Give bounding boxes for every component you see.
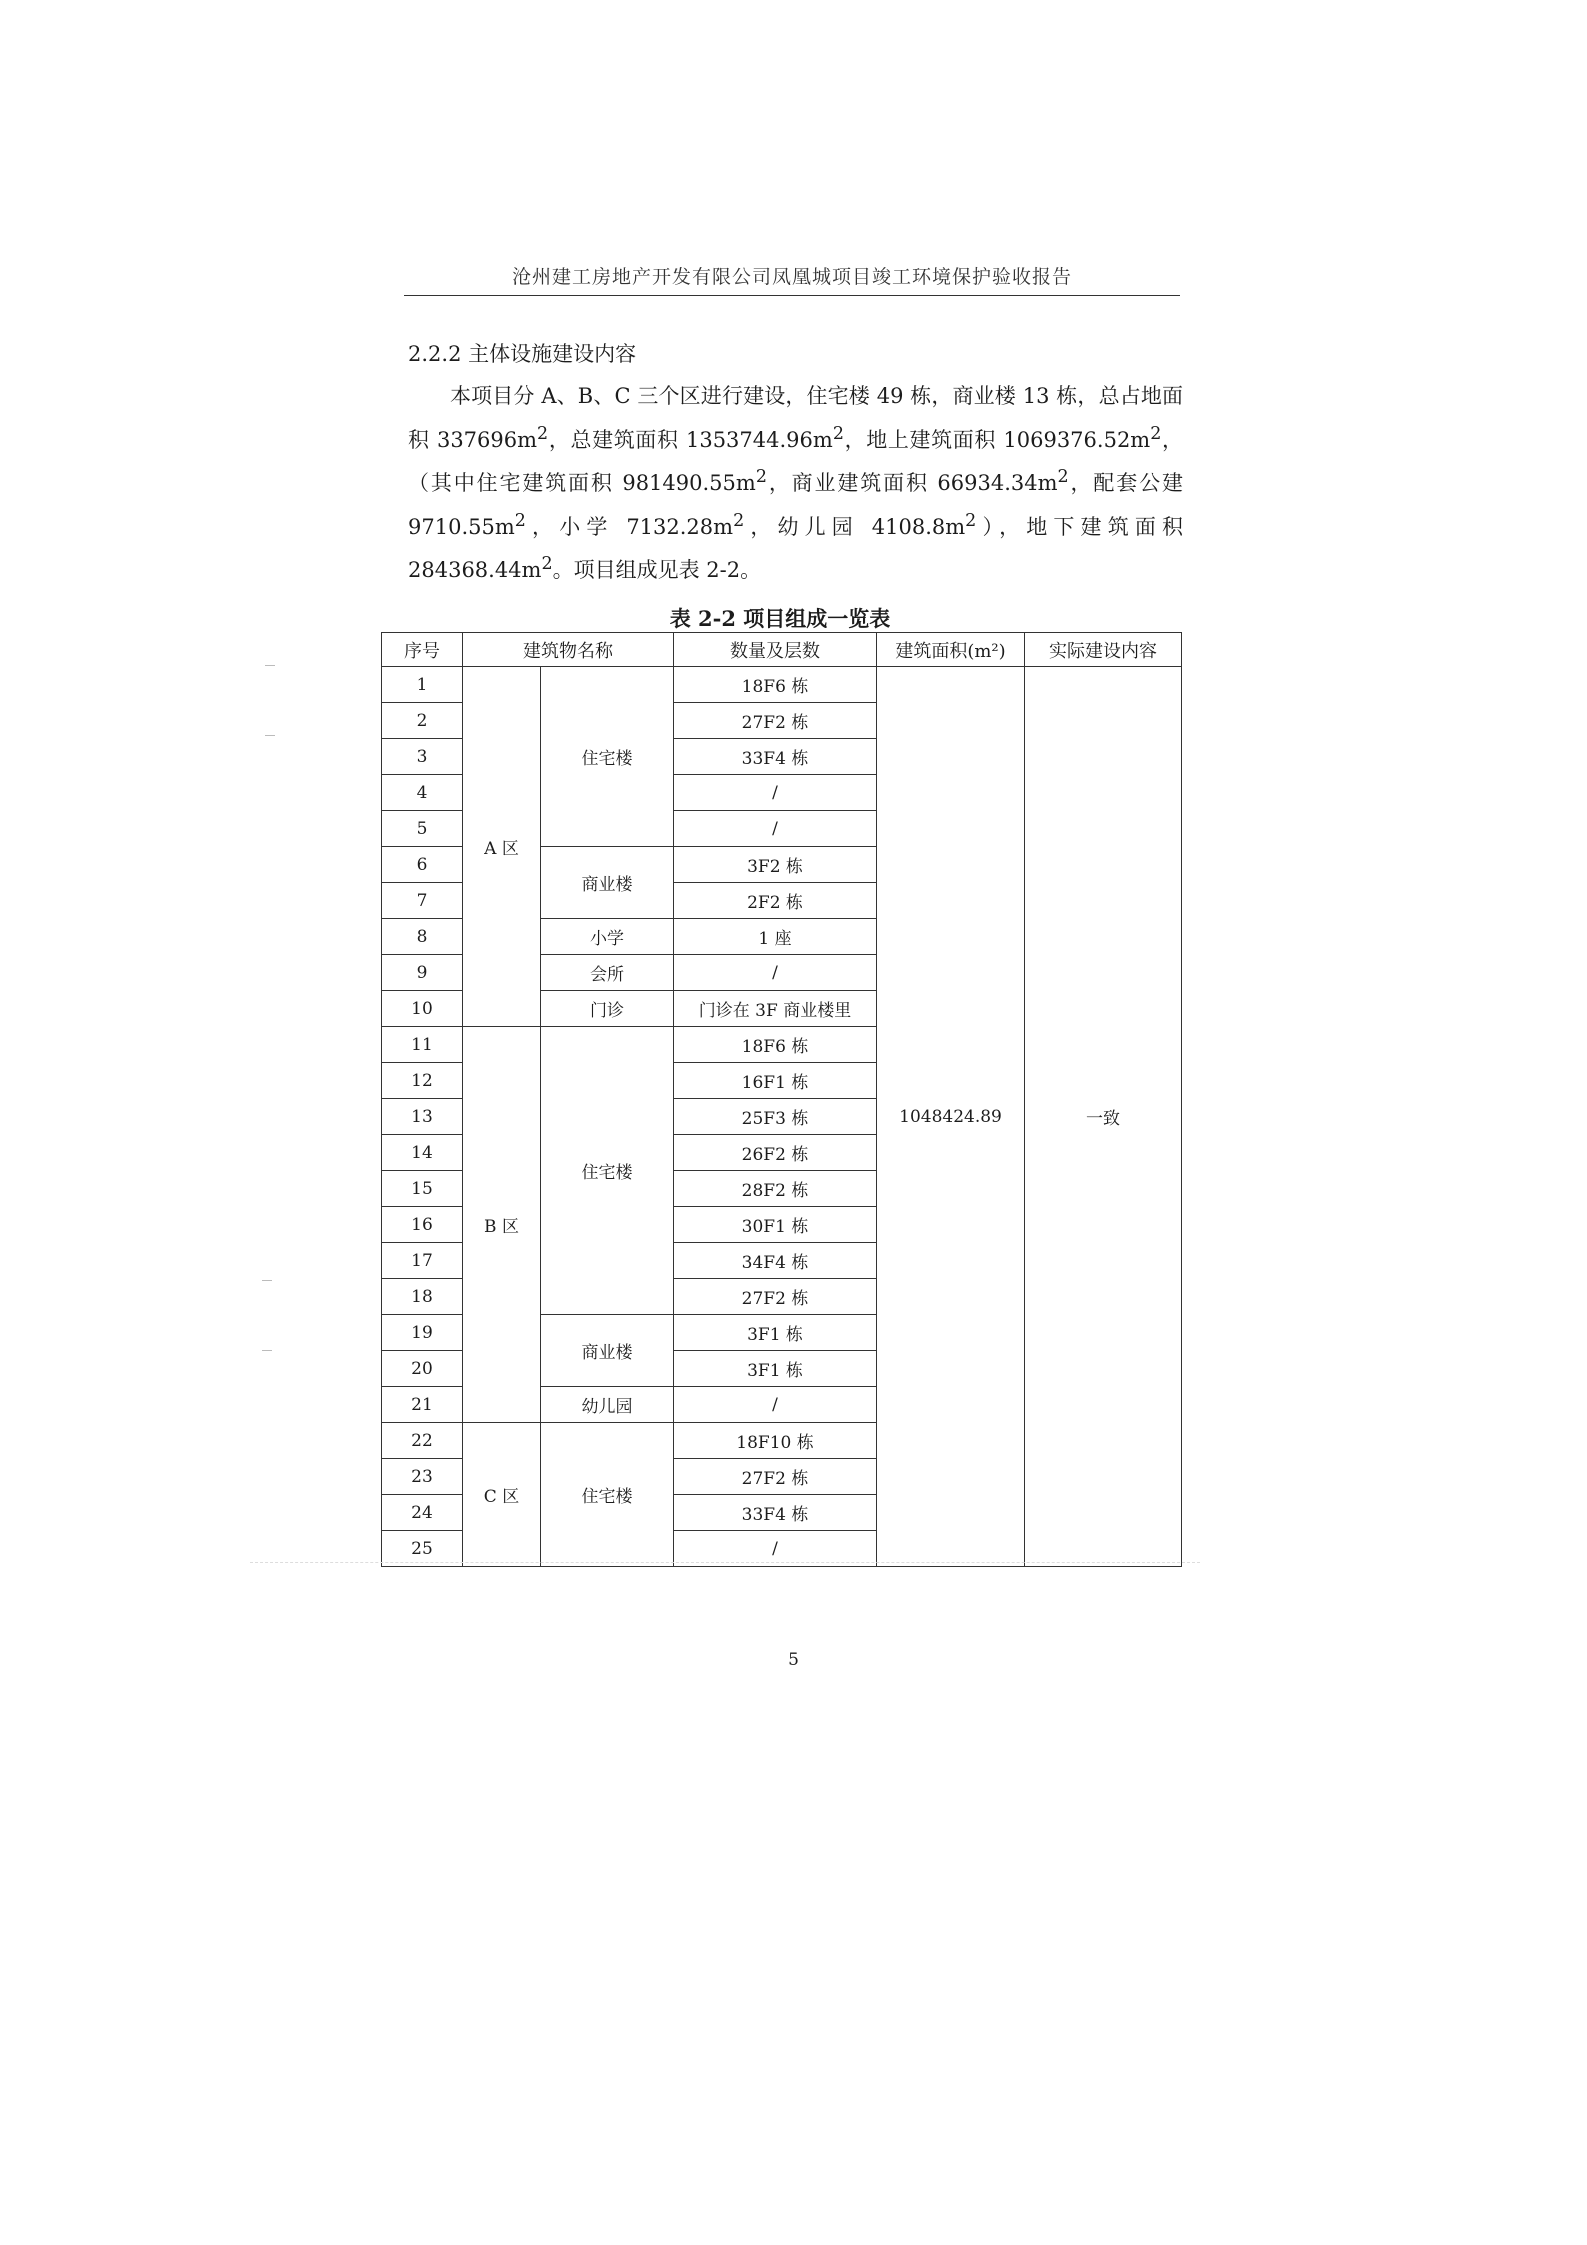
seq-cell: 6 [382, 847, 463, 883]
qty-cell: 27F2 栋 [674, 1279, 877, 1315]
qty-cell: 33F4 栋 [674, 739, 877, 775]
seq-cell: 18 [382, 1279, 463, 1315]
header-quantity: 数量及层数 [674, 633, 877, 667]
para-text-2: ，总建筑面积 1353744.96m [548, 427, 833, 452]
seq-cell: 2 [382, 703, 463, 739]
qty-cell: 1 座 [674, 919, 877, 955]
seq-cell: 20 [382, 1351, 463, 1387]
para-text-5: ，商业建筑面积 66934.34m [766, 471, 1058, 495]
seq-cell: 14 [382, 1135, 463, 1171]
body-paragraph: 本项目分 A、B、C 三个区进行建设，住宅楼 49 栋，商业楼 13 栋，总占地面积 $337696m^2$，总建筑面积 $1353744.96m^2$，地上建筑面积 $1069376.52m^2$，（其中住宅建筑面积 $981490.55m^2$，商业建筑面积 $66934.34m^2$，配套公建 $9710.55m^2$，小学 $7132.28m^2$，幼儿园 $4108.8m^2$），地下建筑面积 $284368.44m^2$。项目组成见表 2-2。 [408, 384, 1183, 582]
qty-cell: / [674, 1387, 877, 1423]
zone-a-cell: A 区 [463, 667, 541, 1027]
seq-cell: 19 [382, 1315, 463, 1351]
header-name: 建筑物名称 [463, 633, 674, 667]
scan-artifact-line [250, 1562, 1200, 1563]
qty-cell: 18F10 栋 [674, 1423, 877, 1459]
type-cell: 会所 [541, 955, 674, 991]
type-cell: 小学 [541, 919, 674, 955]
seq-cell: 24 [382, 1495, 463, 1531]
scan-artifact-mark [265, 665, 275, 666]
qty-cell: 3F1 栋 [674, 1351, 877, 1387]
para-text-8: ，幼儿园 4108.8m [744, 514, 966, 539]
table-caption: 表 2-2 项目组成一览表 [669, 606, 891, 631]
qty-cell: 门诊在 3F 商业楼里 [674, 991, 877, 1027]
type-cell: 住宅楼 [541, 1423, 674, 1567]
qty-cell: 28F2 栋 [674, 1171, 877, 1207]
qty-cell: 33F4 栋 [674, 1495, 877, 1531]
seq-cell: 8 [382, 919, 463, 955]
scan-artifact-mark [265, 735, 275, 736]
actual-content-cell: 一致 [1025, 667, 1182, 1567]
qty-cell: 18F6 栋 [674, 1027, 877, 1063]
qty-cell: 18F6 栋 [674, 667, 877, 703]
qty-cell: 2F2 栋 [674, 883, 877, 919]
type-cell: 商业楼 [541, 847, 674, 919]
seq-cell: 1 [382, 667, 463, 703]
qty-cell: 3F1 栋 [674, 1315, 877, 1351]
header-seq: 序号 [382, 633, 463, 667]
zone-b-cell: B 区 [463, 1027, 541, 1423]
qty-cell: 27F2 栋 [674, 1459, 877, 1495]
type-cell: 幼儿园 [541, 1387, 674, 1423]
seq-cell: 15 [382, 1171, 463, 1207]
para-text-9: ），地下建筑面积 284368.44m [408, 514, 1183, 582]
type-cell: 商业楼 [541, 1315, 674, 1387]
qty-cell: 16F1 栋 [674, 1063, 877, 1099]
para-text-10: 。项目组成见表 2-2。 [552, 558, 762, 582]
table-header-row [382, 633, 1182, 667]
para-text-4: ，（其中住宅建筑面积 981490.55m [408, 427, 1183, 495]
seq-cell: 3 [382, 739, 463, 775]
seq-cell: 13 [382, 1099, 463, 1135]
seq-cell: 21 [382, 1387, 463, 1423]
seq-cell: 10 [382, 991, 463, 1027]
section-title: 2.2.2 主体设施建设内容 [408, 342, 637, 366]
type-cell: 住宅楼 [541, 667, 674, 847]
zone-c-cell: C 区 [463, 1423, 541, 1567]
para-text-1: 本项目分 A、B、C 三个区进行建设，住宅楼 49 栋，商业楼 13 栋，总占地面积 337696m [408, 384, 1183, 452]
seq-cell: 7 [382, 883, 463, 919]
seq-cell: 23 [382, 1459, 463, 1495]
header-actual: 实际建设内容 [1025, 633, 1182, 667]
seq-cell: 5 [382, 811, 463, 847]
seq-cell: 16 [382, 1207, 463, 1243]
qty-cell: / [674, 1531, 877, 1567]
qty-cell: 26F2 栋 [674, 1135, 877, 1171]
para-text-6: ，配套公建 9710.55m [408, 471, 1183, 539]
seq-cell: 17 [382, 1243, 463, 1279]
para-text-3: ，地上建筑面积 1069376.52m [843, 427, 1151, 452]
seq-cell: 9 [382, 955, 463, 991]
seq-cell: 22 [382, 1423, 463, 1459]
project-composition-table [381, 632, 1182, 1567]
type-cell: 门诊 [541, 991, 674, 1027]
seq-cell: 4 [382, 775, 463, 811]
qty-cell: / [674, 775, 877, 811]
table-row [382, 667, 1182, 703]
area-total-cell: 1048424.89 [877, 667, 1025, 1567]
qty-cell: 34F4 栋 [674, 1243, 877, 1279]
header-area: 建筑面积(m²) [877, 633, 1025, 667]
type-cell: 住宅楼 [541, 1027, 674, 1315]
qty-cell: 3F2 栋 [674, 847, 877, 883]
seq-cell: 25 [382, 1531, 463, 1567]
seq-cell: 12 [382, 1063, 463, 1099]
qty-cell: / [674, 955, 877, 991]
qty-cell: 27F2 栋 [674, 703, 877, 739]
scan-artifact-mark [262, 1350, 272, 1351]
para-text-7: ，小学 7132.28m [525, 514, 734, 539]
qty-cell: 25F3 栋 [674, 1099, 877, 1135]
page-number: 5 [788, 1650, 799, 1670]
scan-artifact-mark [262, 1280, 272, 1281]
seq-cell: 11 [382, 1027, 463, 1063]
qty-cell: 30F1 栋 [674, 1207, 877, 1243]
qty-cell: / [674, 811, 877, 847]
page-header: 沧州建工房地产开发有限公司凤凰城项目竣工环境保护验收报告 [404, 262, 1180, 296]
